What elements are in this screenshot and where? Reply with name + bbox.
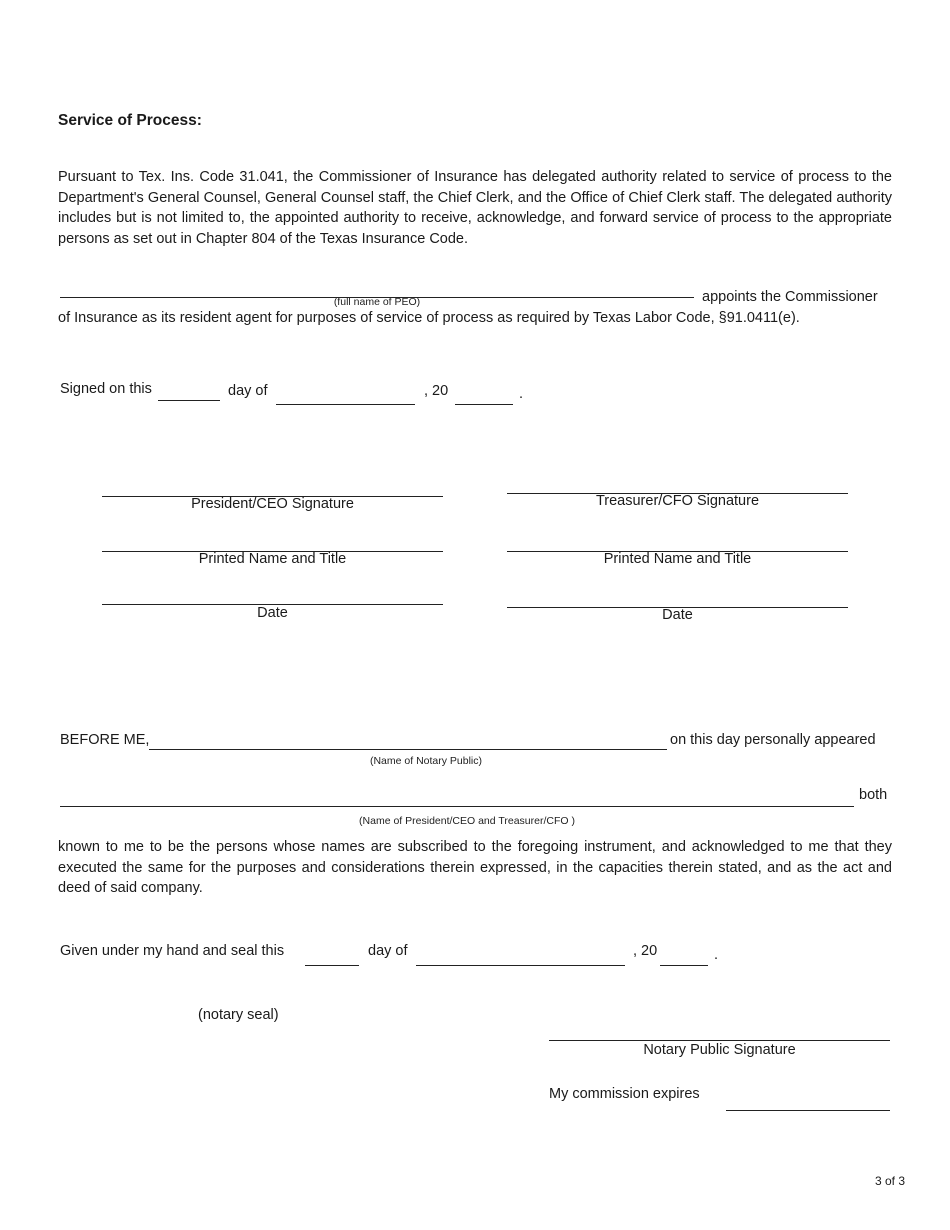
signed-period: . — [519, 386, 524, 402]
officers-name-field[interactable] — [60, 806, 854, 807]
appointment-tail: appoints the Commissioner — [702, 289, 878, 305]
officers-name-caption: (Name of President/CEO and Treasurer/CFO ) — [359, 815, 575, 827]
treasurer-date-caption: Date — [662, 607, 693, 623]
president-date-caption: Date — [257, 605, 288, 621]
signed-month-field[interactable] — [276, 404, 415, 405]
signed-year-prefix: , 20 — [424, 383, 449, 399]
treasurer-printed-name-caption: Printed Name and Title — [603, 551, 752, 567]
signed-on-prefix: Signed on this — [60, 381, 152, 397]
notary-signature-caption: Notary Public Signature — [643, 1042, 796, 1058]
president-printed-name-caption: Printed Name and Title — [198, 551, 347, 567]
notary-name-field[interactable] — [149, 749, 667, 750]
before-me-label: BEFORE ME, — [60, 732, 150, 748]
acknowledgement-paragraph: known to me to be the persons whose names are subscribed to the foregoing instrument, and acknowledged to me that they executed the same for the purposes and considerations therein expressed, in the capacities therein stated, and as the act and deed of said company. — [58, 839, 892, 897]
given-month-field[interactable] — [416, 965, 625, 966]
treasurer-signature-caption: Treasurer/CFO Signature — [595, 493, 760, 509]
appeared-label: on this day personally appeared — [670, 732, 876, 748]
given-period: . — [714, 947, 719, 963]
signed-day-field[interactable] — [158, 400, 220, 401]
appointment-second-line: of Insurance as its resident agent for purposes of service of process as required by Texas Labor Code, §91.0411(e). — [58, 310, 800, 326]
commission-expires-label: My commission expires — [549, 1086, 700, 1102]
intro-paragraph: Pursuant to Tex. Ins. Code 31.041, the Commissioner of Insurance has delegated authority related to service of process to the Department's General Counsel, General Counsel staff, the Chief Clerk, and the Office of Chief Clerk staff. The delegated authority includes but is not limited to, the appointed authority to receive, acknowledge, and forward service of process to the appropriate persons as set out in Chapter 804 of the Texas Insurance Code. — [58, 169, 892, 247]
page-number: 3 of 3 — [875, 1174, 906, 1188]
commission-expires-field[interactable] — [726, 1110, 890, 1111]
given-year-prefix: , 20 — [633, 943, 658, 959]
signed-day-of-label: day of — [228, 383, 268, 399]
given-day-of-label: day of — [368, 943, 408, 959]
notary-name-caption: (Name of Notary Public) — [369, 755, 483, 767]
notary-seal-label: (notary seal) — [198, 1007, 279, 1023]
both-label: both — [859, 787, 888, 803]
signed-year-field[interactable] — [455, 404, 513, 405]
president-signature-caption: President/CEO Signature — [191, 496, 354, 512]
section-title: Service of Process: — [58, 112, 202, 129]
given-year-field[interactable] — [660, 965, 708, 966]
given-day-field[interactable] — [305, 965, 359, 966]
peo-name-caption: (full name of PEO) — [333, 296, 421, 308]
given-prefix: Given under my hand and seal this — [60, 943, 285, 959]
